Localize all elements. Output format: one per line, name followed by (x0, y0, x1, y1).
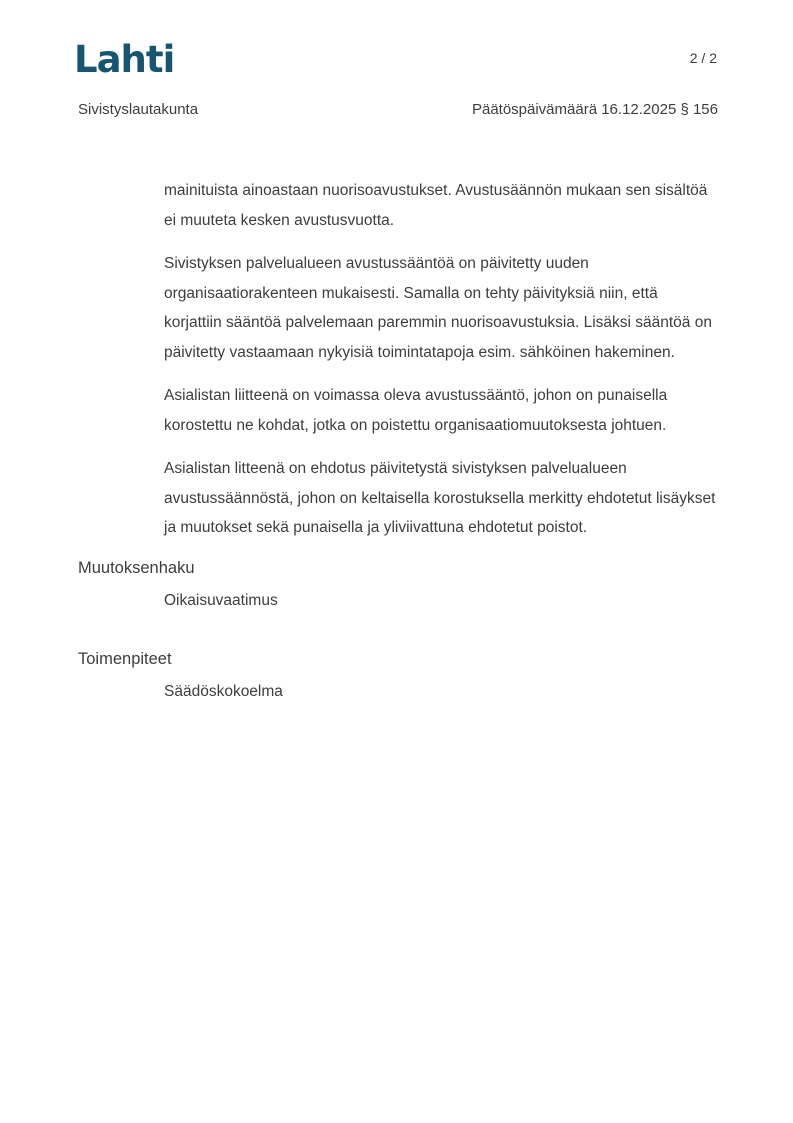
body-paragraph: Asialistan litteenä on ehdotus päivitetystä sivistyksen palvelualueen avustussäännöstä, johon on keltaisella korostuksella merkitty ehdotetut lisäykset ja muutokset sekä punaisella ja yliviivattuna ehdotetut poistot. (164, 460, 716, 536)
section-heading-muutoksenhaku: Muutoksenhaku (78, 558, 195, 577)
section-value-saadoskokoelma: Säädöskokoelma (164, 682, 283, 700)
lahti-logo: Lahti (74, 38, 175, 81)
body-paragraph: mainituista ainoastaan nuorisoavustukset. Avustusäännön mukaan sen sisältöä ei muuteta kesken avustusvuotta. (164, 182, 708, 229)
section-value-oikaisuvaatimus: Oikaisuvaatimus (164, 591, 278, 609)
committee-name: Sivistyslautakunta (78, 101, 199, 118)
body-paragraph: Sivistyksen palvelualueen avustussääntöä on päivitetty uuden organisaatiorakenteen mukaisesti. Samalla on tehty päivityksiä niin, että korjattiin sääntöä palvelemaan paremmin nuorisoavustuksia. Lisäksi sääntöä on päivitetty vastaamaan nykyisiä toimintatapoja esim. sähköinen hakeminen. (164, 255, 712, 361)
document-body (78, 176, 718, 703)
document-header-row (78, 101, 718, 118)
body-paragraph: Asialistan liitteenä on voimassa oleva avustussääntö, johon on punaisella korostettu ne kohdat, jotka on poistettu organisaatiomuutoksesta johtuen. (164, 387, 668, 434)
section-heading-toimenpiteet: Toimenpiteet (78, 649, 172, 668)
decision-date: Päätöspäivämäärä 16.12.2025 § 156 (471, 101, 718, 118)
page-number: 2 / 2 (689, 50, 717, 66)
